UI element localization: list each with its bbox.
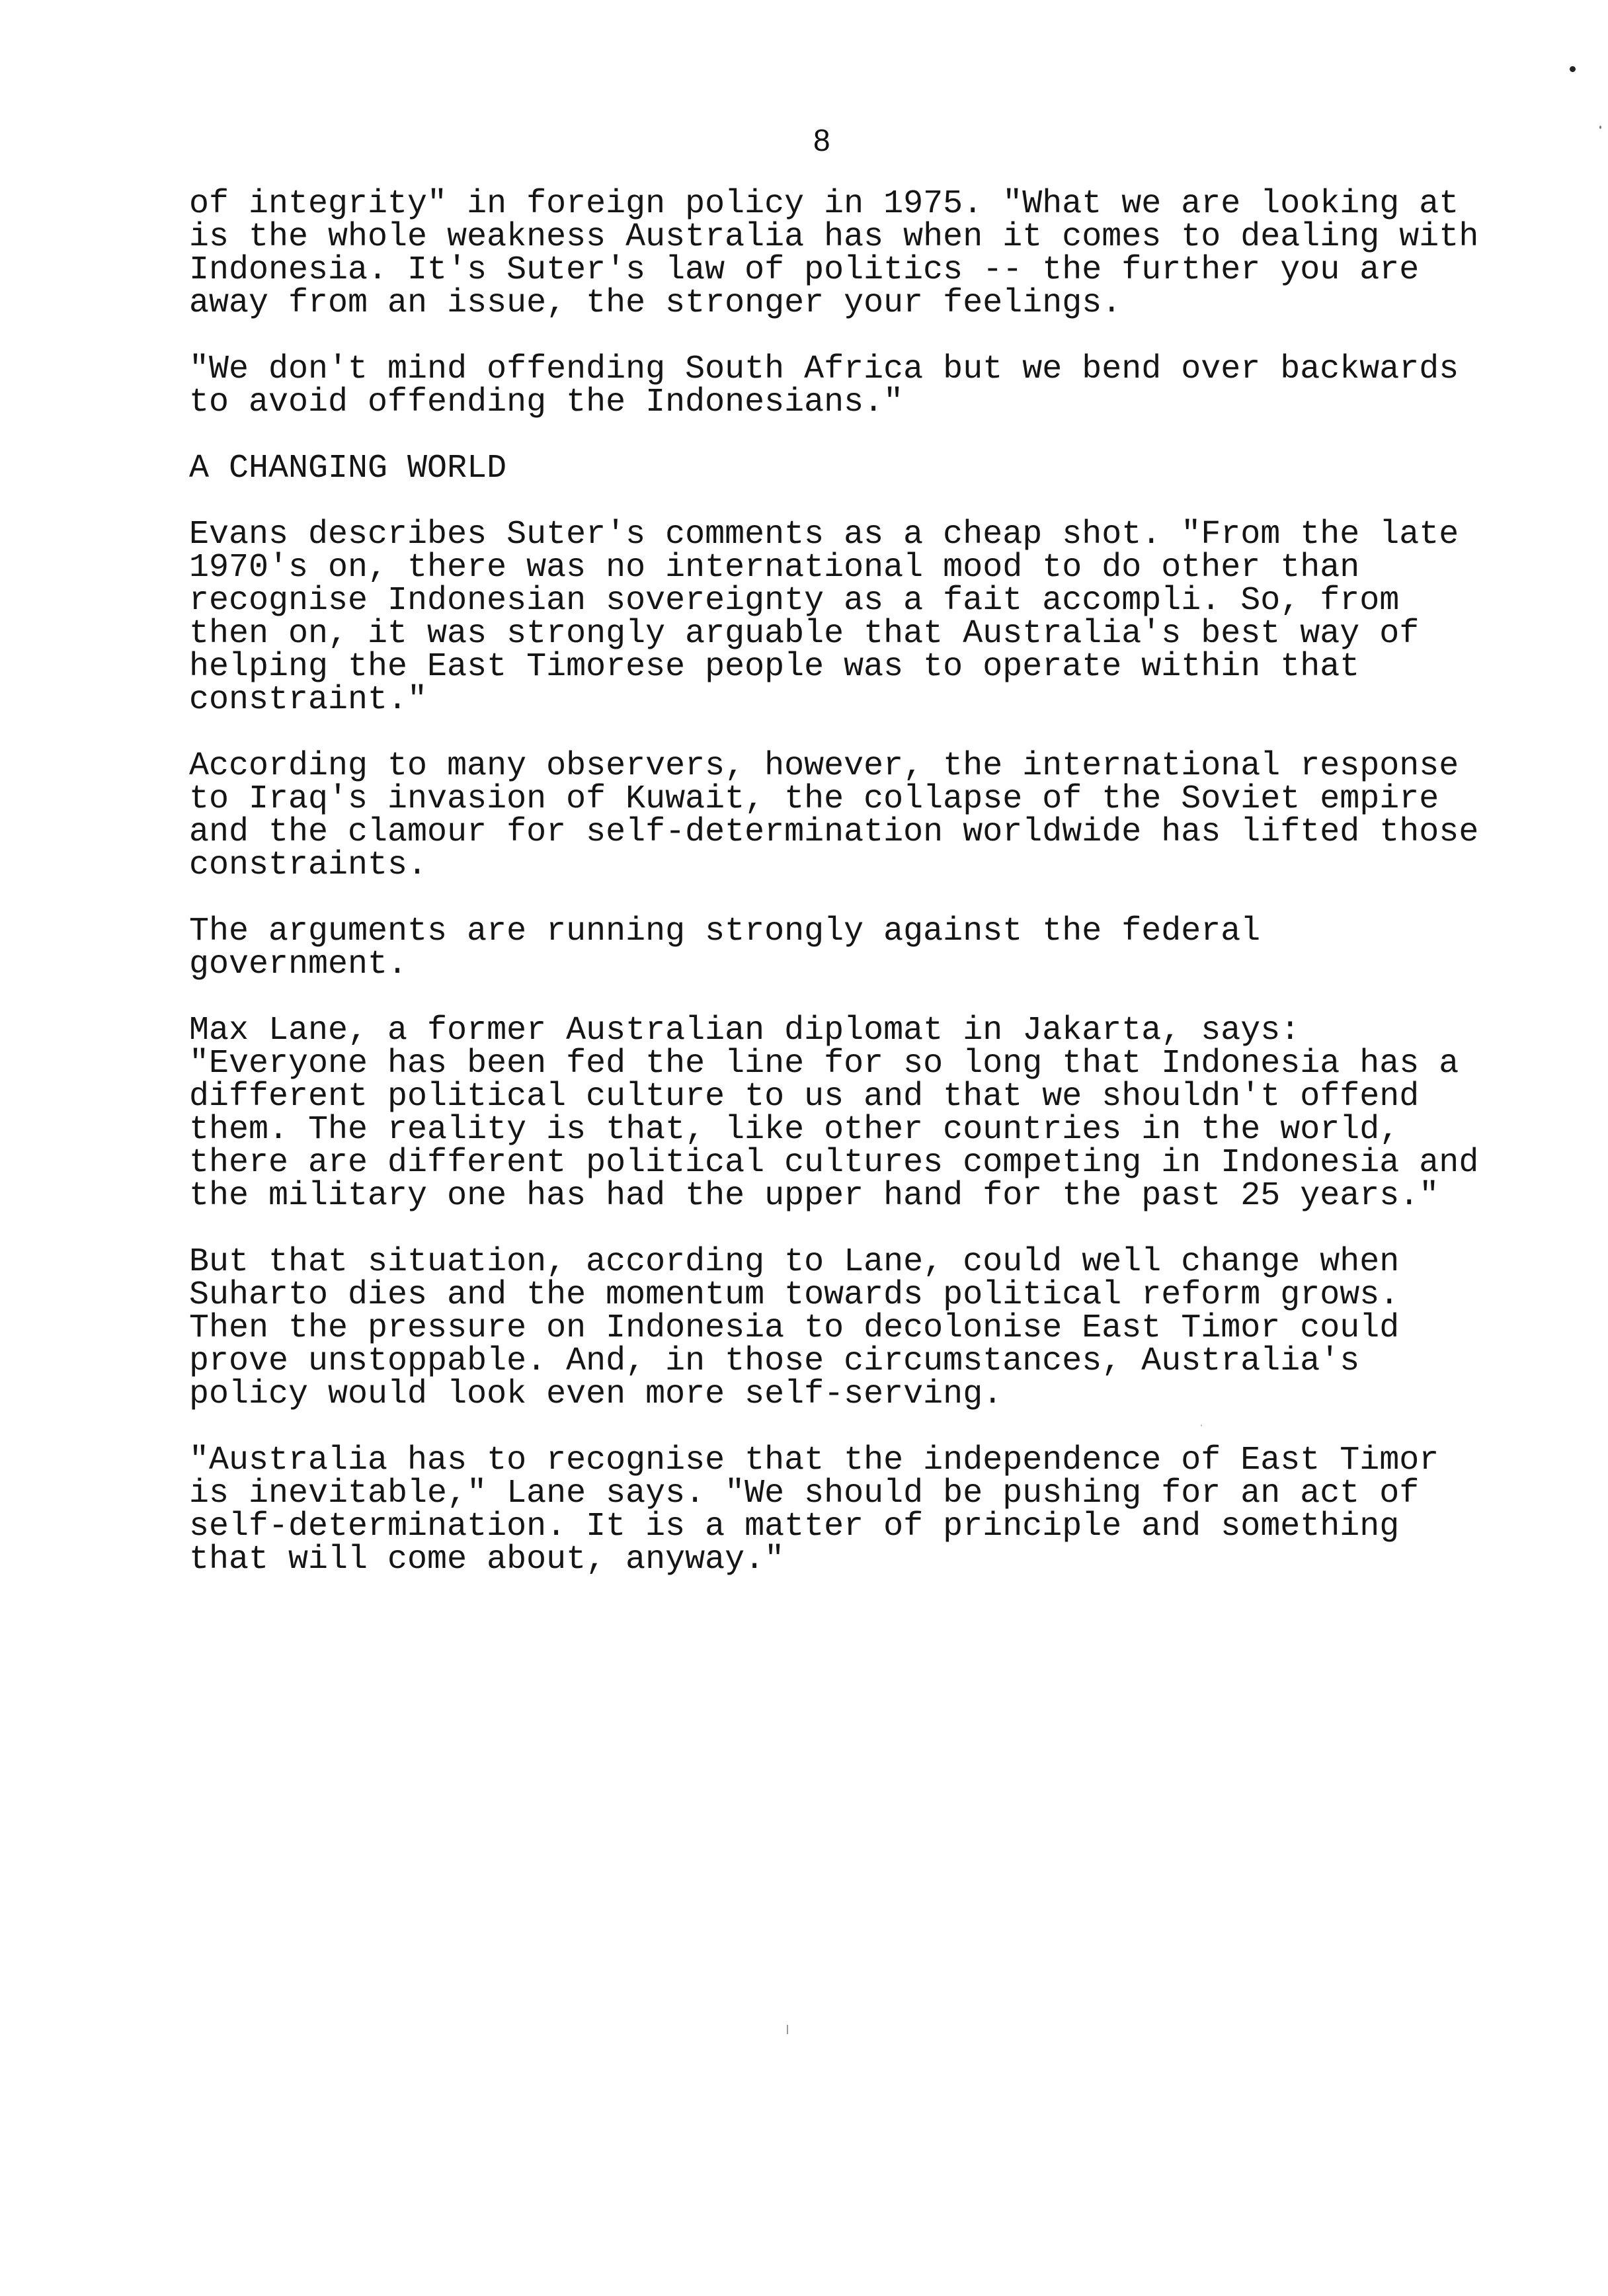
text-line: Then the pressure on Indonesia to decolonise East Timor could	[189, 1309, 1400, 1347]
text-line: that will come about, anyway."	[189, 1541, 785, 1578]
text-line: "Everyone has been fed the line for so long that Indonesia has a	[189, 1045, 1459, 1083]
paragraph	[189, 915, 1511, 981]
text-line: Suharto dies and the momentum towards political reform grows.	[189, 1276, 1400, 1314]
text-line: policy would look even more self-serving.	[189, 1375, 1003, 1413]
text-line: then on, it was strongly arguable that Australia's best way of	[189, 615, 1420, 653]
scan-speck	[1570, 66, 1576, 72]
text-line: of integrity" in foreign policy in 1975. "What we are looking at	[189, 185, 1459, 223]
text-line: there are different political cultures competing in Indonesia and	[189, 1144, 1479, 1182]
scan-speck	[1599, 126, 1601, 129]
paragraph	[189, 1444, 1511, 1577]
text-line: Max Lane, a former Australian diplomat in Jakarta, says:	[189, 1012, 1301, 1049]
text-line: "Australia has to recognise that the independence of East Timor	[189, 1442, 1439, 1479]
text-line: The arguments are running strongly against the federal	[189, 913, 1261, 950]
text-line: to avoid offending the Indonesians."	[189, 384, 904, 421]
paragraph	[189, 1014, 1511, 1213]
text-line: different political culture to us and that we shouldn't offend	[189, 1078, 1420, 1116]
scan-speck	[787, 2025, 788, 2034]
text-line: prove unstoppable. And, in those circumstances, Australia's	[189, 1342, 1360, 1380]
text-line: constraints.	[189, 846, 428, 884]
paragraph	[189, 185, 1511, 322]
text-line: to Iraq's invasion of Kuwait, the collapse of the Soviet empire	[189, 780, 1439, 818]
text-line: Evans describes Suter's comments as a cheap shot. "From the late	[189, 516, 1459, 554]
text-line: government.	[189, 946, 408, 983]
text-line: Indonesia. It's Suter's law of politics -- the further you are	[189, 251, 1420, 289]
text-line: But that situation, according to Lane, could well change when	[189, 1243, 1400, 1281]
section-heading	[189, 452, 1511, 485]
text-line: 1970's on, there was no international mood to do other than	[189, 549, 1360, 587]
paragraph	[189, 747, 1511, 884]
text-line: them. The reality is that, like other countries in the world,	[189, 1111, 1400, 1149]
text-line: and the clamour for self-determination worldwide has lifted those	[189, 813, 1479, 851]
text-line: According to many observers, however, the international response	[189, 747, 1459, 785]
article-body	[189, 185, 1511, 1610]
text-line: is inevitable," Lane says. "We should be pushing for an act of	[189, 1475, 1420, 1512]
paragraph	[189, 518, 1511, 717]
text-line: "We don't mind offending South Africa but we bend over backwards	[189, 350, 1459, 388]
text-line: away from an issue, the stronger your feelings.	[189, 284, 1122, 322]
text-line: recognise Indonesian sovereignty as a fait accompli. So, from	[189, 582, 1400, 620]
text-line: the military one has had the upper hand for the past 25 years."	[189, 1177, 1439, 1215]
page-number: 8	[813, 123, 830, 157]
text-line: is the whole weakness Australia has when it comes to dealing with	[189, 218, 1479, 256]
text-line: helping the East Timorese people was to operate within that	[189, 648, 1360, 686]
text-line: A CHANGING WORLD	[189, 450, 507, 487]
text-line: constraint."	[189, 681, 428, 719]
text-line: self-determination. It is a matter of principle and something	[189, 1508, 1400, 1545]
paragraph	[189, 1243, 1511, 1413]
paragraph	[189, 350, 1511, 421]
